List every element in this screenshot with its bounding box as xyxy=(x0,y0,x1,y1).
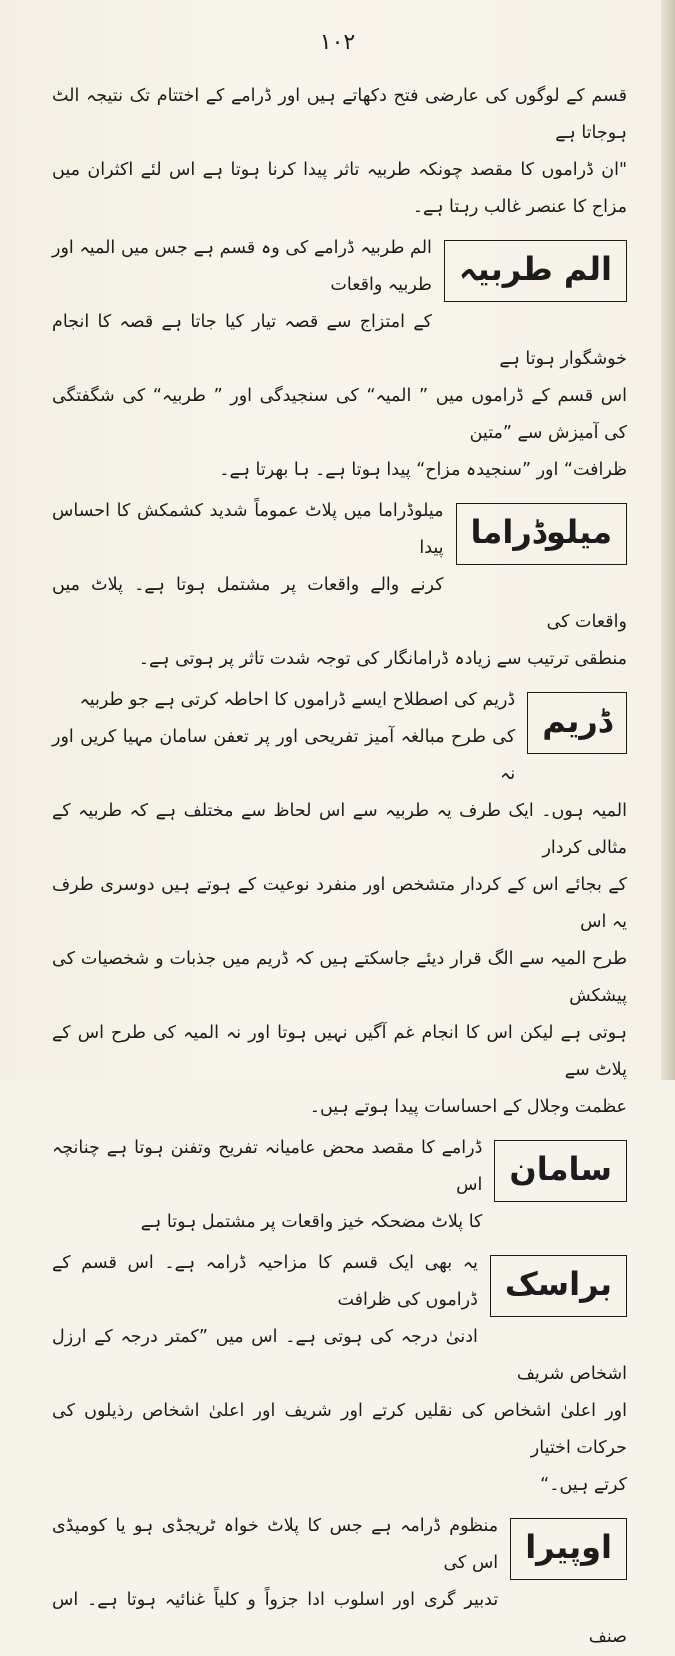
section-alm-tarbiya xyxy=(52,230,627,489)
section-line: کے بجائے اس کے کردار متشخص اور منفرد نوعیت کے ہوتے ہیں دوسری طرف یہ اس xyxy=(52,875,627,932)
intro-line: "ان ڈراموں کا مقصد چونکہ طربیہ تاثر پیدا کرنا ہوتا ہے اس لئے اکثران میں مزاح کا عنصر غالب رہتا ہے۔ xyxy=(52,160,627,217)
section-saman xyxy=(52,1130,627,1241)
section-dream xyxy=(52,682,627,1126)
intro-line: قسم کے لوگوں کی عارضی فتح دکھاتے ہیں اور ڈرامے کے اختتام تک نتیجہ الٹ ہوجاتا ہے xyxy=(52,86,627,143)
section-line: اور اعلیٰ اشخاص کی نقلیں کرتے اور شریف اور اعلیٰ اشخاص رذیلوں کی حرکات اختیار xyxy=(52,1401,627,1458)
section-heading-text: ڈریم xyxy=(542,702,612,740)
section-heading-text: الم طربیہ xyxy=(458,250,612,288)
section-line: ظرافت“ اور ”سنجیدہ مزاح“ پیدا ہوتا ہے۔ ہا بھرتا ہے۔ xyxy=(219,460,627,480)
section-opera xyxy=(52,1508,627,1656)
section-line: الم طربیہ ڈرامے کی وہ قسم ہے جس میں المیہ اور طربیہ واقعات xyxy=(52,238,432,295)
section-line: کا پلاٹ مضحکہ خیز واقعات پر مشتمل ہوتا ہے xyxy=(140,1212,483,1232)
section-heading-text: سامان xyxy=(509,1150,612,1188)
section-heading-text: براسک xyxy=(504,1265,612,1303)
section-line: کی طرح مبالغہ آمیز تفریحی اور پر تعفن سامان مہیا کریں اور نہ xyxy=(52,727,516,784)
section-line: طرح المیہ سے الگ قرار دیئے جاسکتے ہیں کہ ڈریم میں جذبات و شخصیات کی پیشکش xyxy=(52,949,627,1006)
section-line: منطقی ترتیب سے زیادہ ڈرامانگار کی توجہ شدت تاثر پر ہوتی ہے۔ xyxy=(138,649,627,669)
section-line: میلوڈراما میں پلاٹ عموماً شدید کشمکش کا احساس پیدا xyxy=(52,501,444,558)
section-line: کرنے والے واقعات پر مشتمل ہوتا ہے۔ پلاٹ میں واقعات کی xyxy=(52,575,627,632)
section-line: کرتے ہیں۔“ xyxy=(540,1475,627,1495)
section-line: کے امتزاج سے قصہ تیار کیا جاتا ہے قصہ کا انجام خوشگوار ہوتا ہے xyxy=(52,312,627,369)
section-heading-text: میلوڈراما xyxy=(470,513,612,551)
book-spine xyxy=(661,0,675,1080)
section-heading xyxy=(494,1140,627,1202)
section-line: تدبیر گری اور اسلوب ادا جزواً و کلیاً غنائیہ ہوتا ہے۔ اس صنف xyxy=(52,1590,627,1647)
page-number: ۱۰۲ xyxy=(319,30,356,55)
section-line: اس قسم کے ڈراموں میں ” المیہ“ کی سنجیدگی اور ” طربیہ“ کی شگفتگی کی آمیزش سے ”متین xyxy=(52,386,627,443)
section-heading-text: اوپیرا xyxy=(525,1528,612,1566)
section-line: ہوتی ہے لیکن اس کا انجام غم آگیں نہیں ہوتا اور نہ المیہ کی طرح اس کے پلاٹ سے xyxy=(52,1023,627,1080)
section-line: ڈریم کی اصطلاح ایسے ڈراموں کا احاطہ کرتی ہے جو طربیہ xyxy=(79,690,516,710)
section-heading xyxy=(510,1518,627,1580)
section-line: یہ بھی ایک قسم کا مزاحیہ ڈرامہ ہے۔ اس قسم کے ڈراموں کی ظرافت xyxy=(52,1253,478,1310)
section-line: ڈرامے کا مقصد محض عامیانہ تفریح وتفنن ہوتا ہے چنانچہ اس xyxy=(52,1138,483,1195)
section-burlesque xyxy=(52,1245,627,1504)
section-heading xyxy=(490,1255,627,1317)
section-heading xyxy=(527,692,627,754)
section-melodrama xyxy=(52,493,627,678)
section-line: ادنیٰ درجہ کی ہوتی ہے۔ اس میں ”کمتر درجہ کے ارزل اشخاص شریف xyxy=(52,1327,627,1384)
section-line: منظوم ڈرامہ ہے جس کا پلاٹ خواہ ٹریجڈی ہو یا کومیڈی اس کی xyxy=(52,1516,499,1573)
page-body xyxy=(52,78,627,1647)
section-heading xyxy=(444,240,627,302)
section-heading xyxy=(456,503,627,565)
section-line: المیہ ہوں۔ ایک طرف یہ طربیہ سے اس لحاظ سے مختلف ہے کہ طربیہ کے مثالی کردار xyxy=(52,801,627,858)
section-line: عظمت وجلال کے احساسات پیدا ہوتے ہیں۔ xyxy=(309,1097,627,1117)
